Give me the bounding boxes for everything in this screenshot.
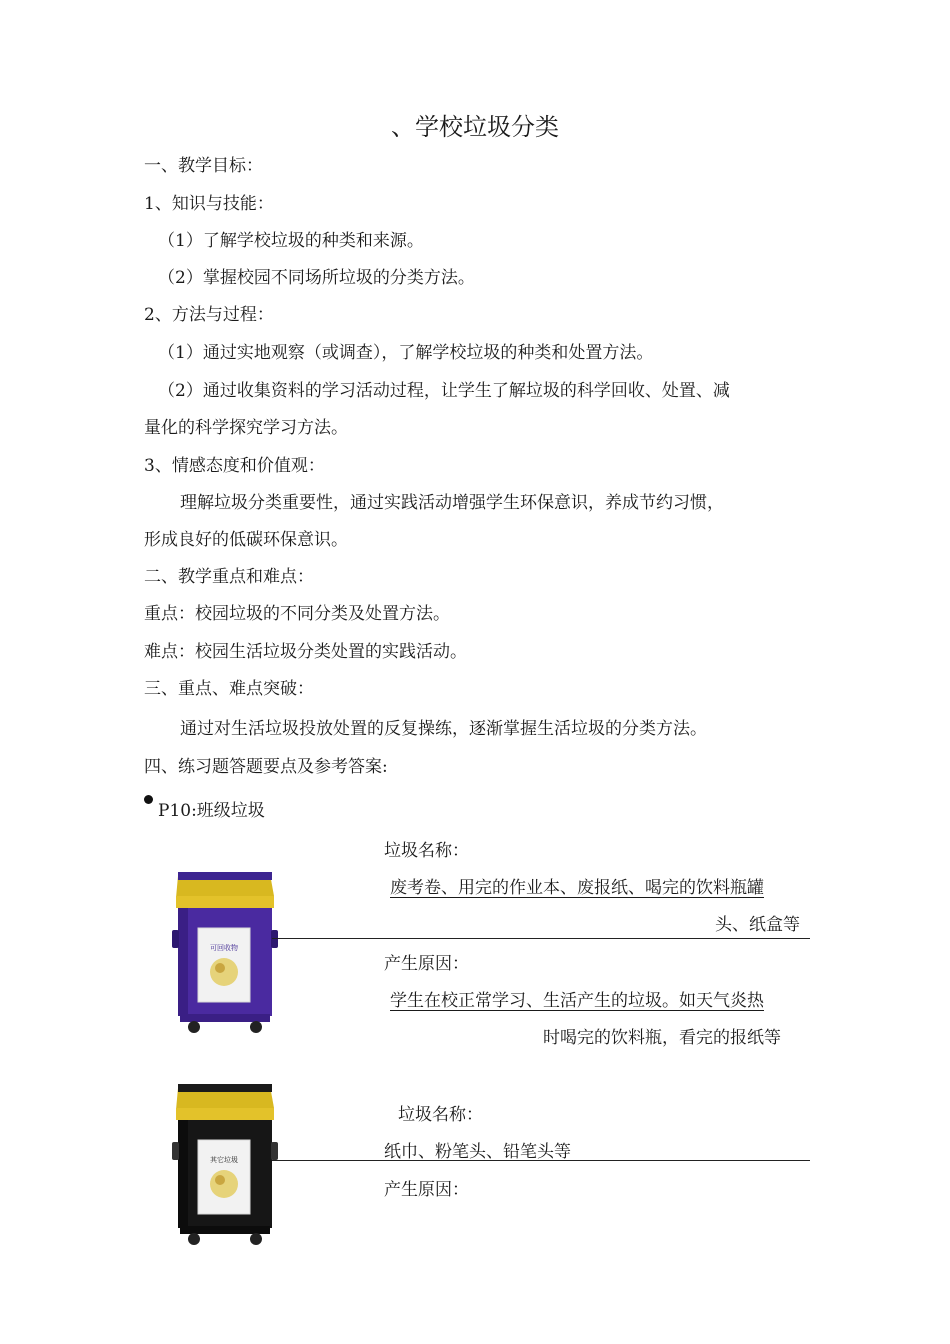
method-item-2b: 量化的科学探究学习方法。 [144, 418, 348, 438]
bin-1-divider [272, 938, 810, 939]
p10-heading: P10:班级垃圾 [158, 801, 265, 821]
section-keypoints: 二、教学重点和难点： [144, 567, 314, 587]
breakthrough-text: 通过对生活垃圾投放处置的反复操练，逐渐掌握生活垃圾的分类方法。 [180, 719, 707, 739]
bin-1-name-value-2: 头、纸盒等 [715, 915, 800, 935]
other-waste-bin-icon [170, 1080, 280, 1248]
knowledge-item-2: （2）掌握校园不同场所垃圾的分类方法。 [158, 268, 475, 288]
method-item-2a: （2）通过收集资料的学习活动过程，让学生了解垃圾的科学回收、处置、减 [158, 381, 730, 401]
key-point: 重点：校园垃圾的不同分类及处置方法。 [144, 604, 450, 624]
section-method: 2、方法与过程： [144, 305, 274, 325]
section-goals: 一、教学目标： [144, 156, 263, 176]
attitude-text-a: 理解垃圾分类重要性，通过实践活动增强学生环保意识，养成节约习惯， [180, 493, 724, 513]
bin-1-cause-value-2: 时喝完的饮料瓶，看完的报纸等 [543, 1028, 781, 1048]
bin-2-name-value-1: 纸巾、粉笔头、铅笔头等 [384, 1142, 571, 1162]
bin-1-name-value-1: 废考卷、用完的作业本、废报纸、喝完的饮料瓶罐 [390, 878, 764, 898]
bin-1-cause-label: 产生原因： [384, 954, 469, 974]
bin-2-cause-label: 产生原因： [384, 1180, 469, 1200]
difficult-point: 难点：校园生活垃圾分类处置的实践活动。 [144, 642, 467, 662]
bin-2-sticker: 其它垃圾 [210, 1156, 238, 1164]
recyclable-bin-icon [170, 868, 280, 1036]
knowledge-item-1: （1）了解学校垃圾的种类和来源。 [158, 231, 424, 251]
bin-1-cause-value-1: 学生在校正常学习、生活产生的垃圾。如天气炎热 [390, 991, 764, 1011]
bin-1-name-label: 垃圾名称： [384, 841, 469, 861]
section-attitude: 3、情感态度和价值观： [144, 456, 325, 476]
bullet-icon [144, 795, 153, 804]
bin-2-name-label: 垃圾名称： [398, 1105, 483, 1125]
bin-1-sticker: 可回收物 [210, 944, 238, 952]
section-breakthrough: 三、重点、难点突破： [144, 679, 314, 699]
section-knowledge: 1、知识与技能： [144, 194, 274, 214]
section-exercise: 四、练习题答题要点及参考答案: [144, 757, 388, 777]
method-item-1: （1）通过实地观察（或调查），了解学校垃圾的种类和处置方法。 [158, 343, 654, 363]
page-title: 、学校垃圾分类 [391, 113, 559, 141]
attitude-text-b: 形成良好的低碳环保意识。 [144, 530, 348, 550]
